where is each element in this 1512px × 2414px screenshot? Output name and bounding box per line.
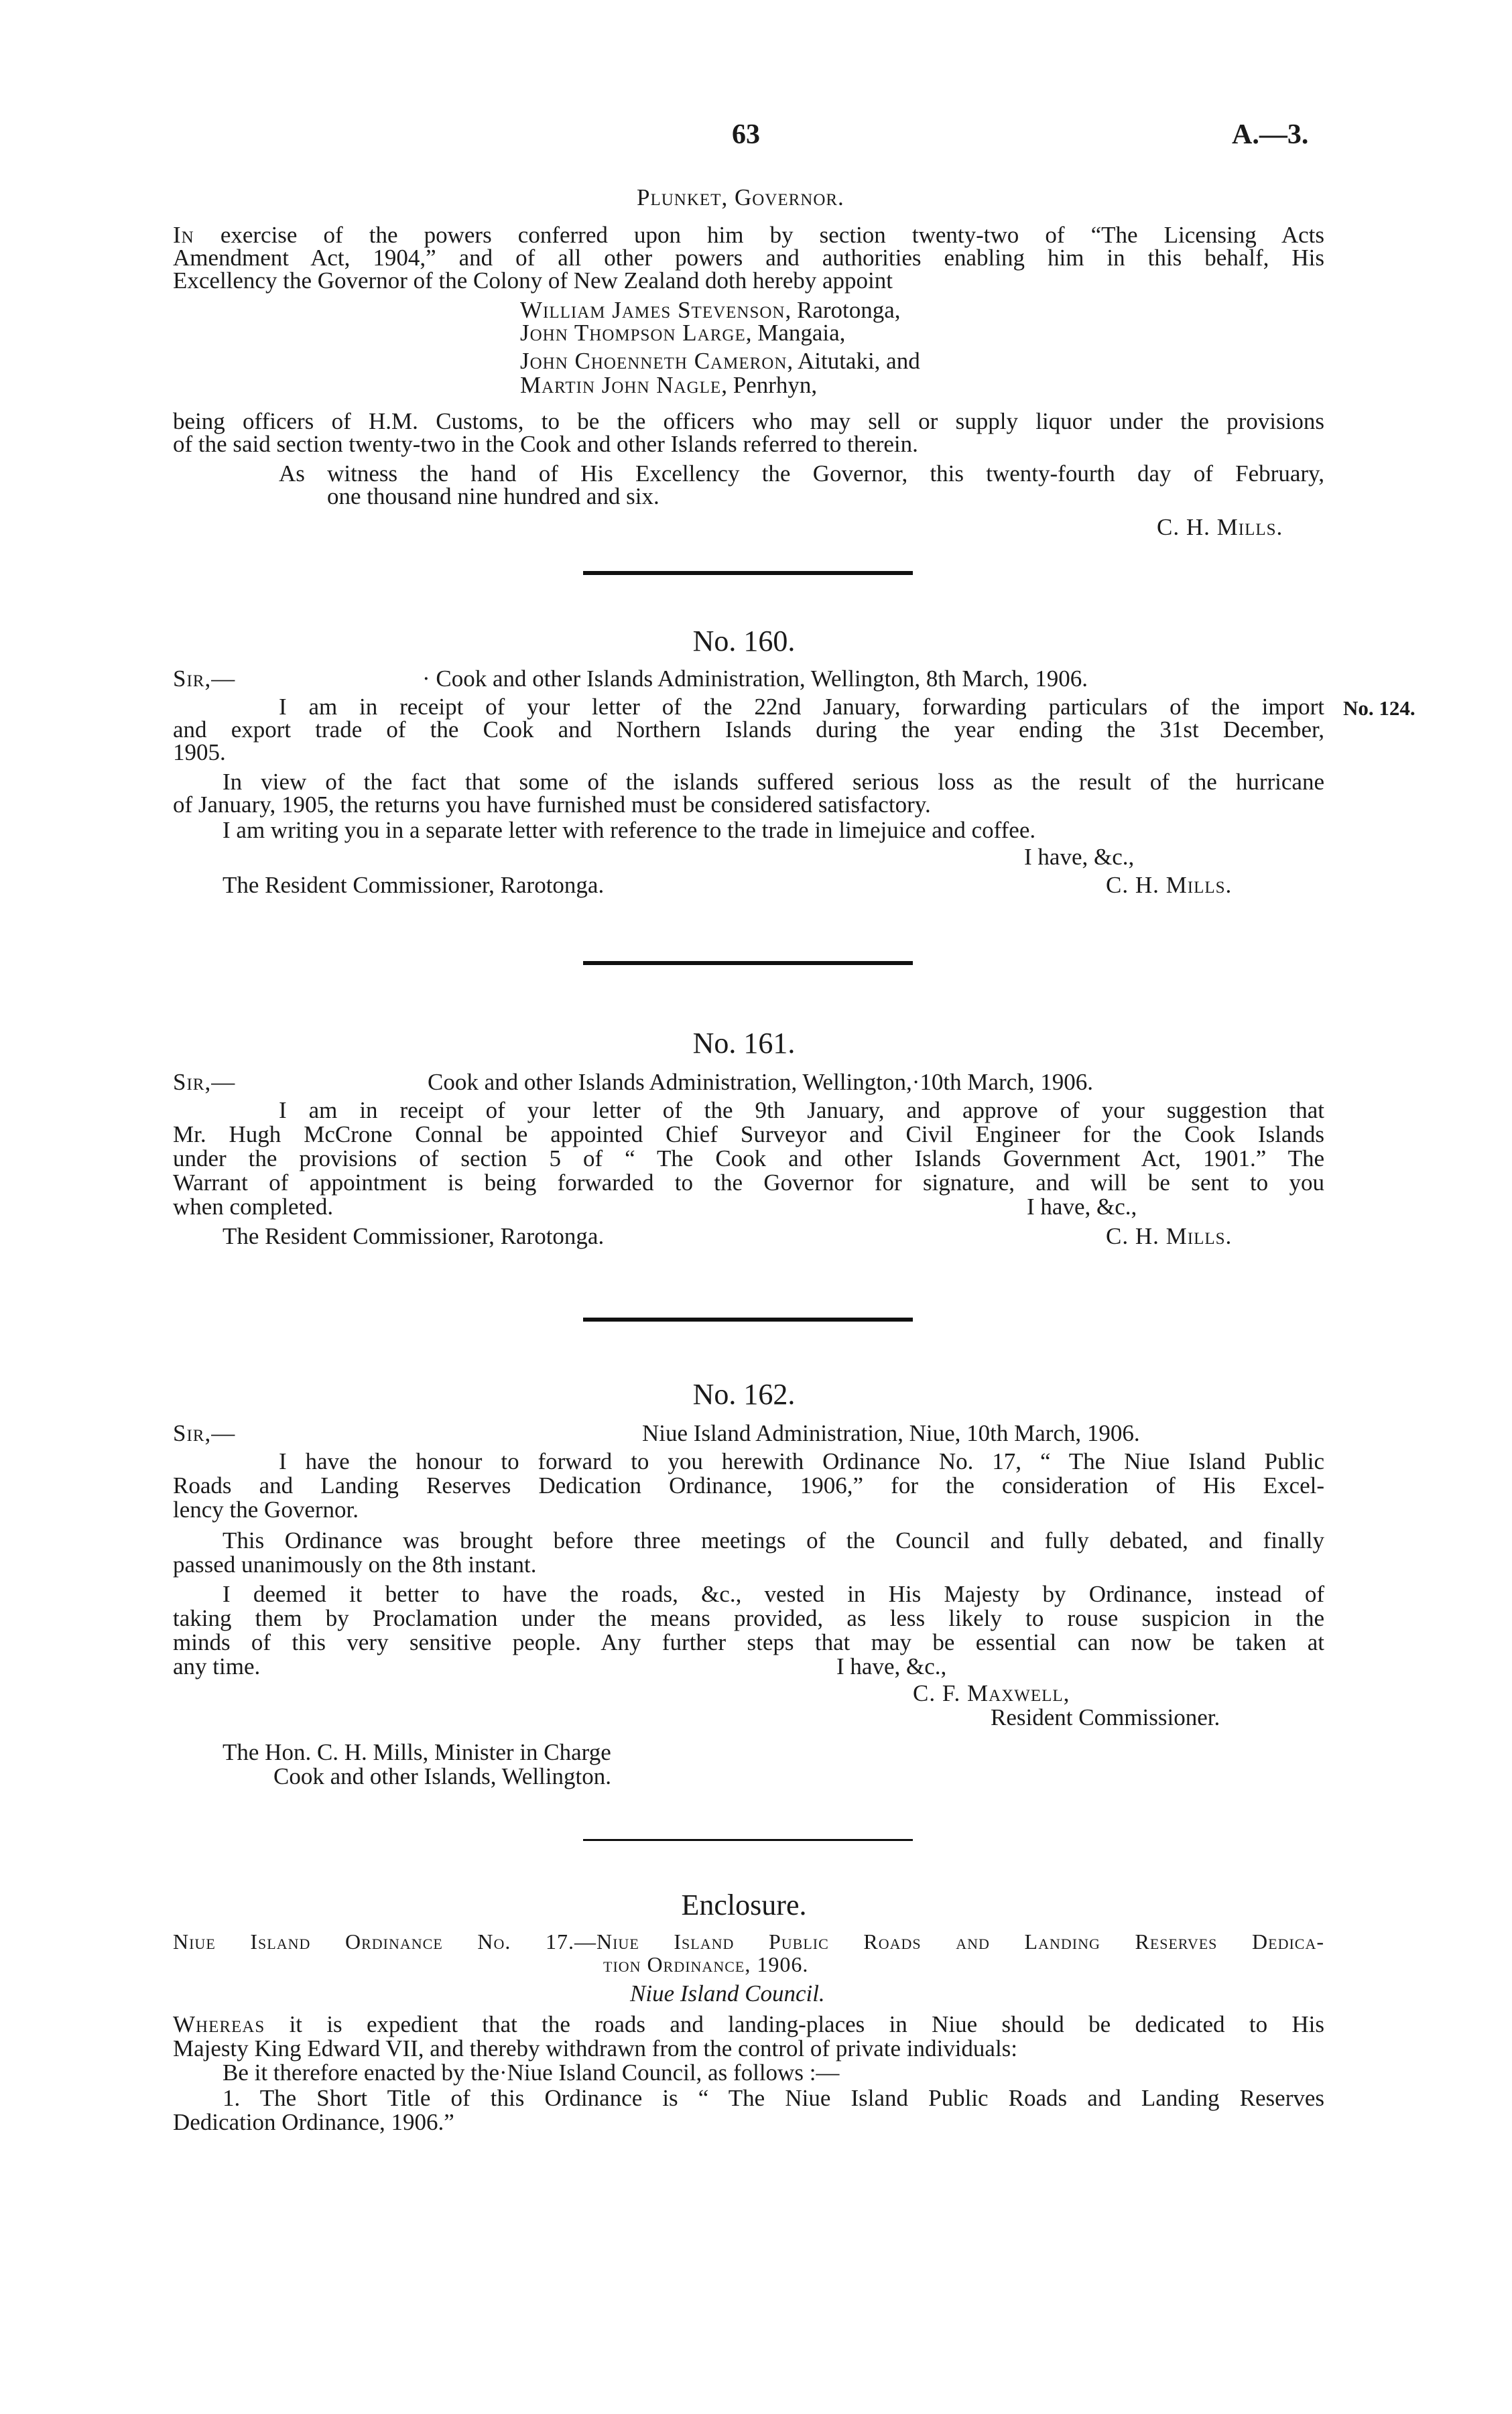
para-line-text: exercise of the powers conferred upon him by section twenty-two of “The Licensing Acts	[220, 222, 1324, 248]
governor-line: Plunket, Governor.	[637, 184, 844, 210]
enclosure-line-3: Be it therefore enacted by the·Niue Island Council, as follows :—	[223, 2059, 840, 2086]
ordinance-title-line-2: tion Ordinance, 1906.	[603, 1952, 809, 1976]
enclosure-line-2: Majesty King Edward VII, and thereby withdrawn from the control of private individuals:	[173, 2035, 1018, 2061]
letter-162-line-2: Roads and Landing Reserves Dedication Ordinance, 1906,” for the consideration of His Excel-	[173, 1472, 1324, 1499]
letter-161-recipient: The Resident Commissioner, Rarotonga.	[223, 1223, 605, 1249]
officer-name: John Choenneth Cameron	[520, 348, 788, 374]
letter-162-signature-title: Resident Commissioner.	[991, 1704, 1220, 1730]
officer-name: William James Stevenson	[520, 297, 785, 323]
letter-162-line-4: This Ordinance was brought before three meetings of the Council and fully debated, and finally	[223, 1527, 1324, 1553]
letter-161-salutation: Sir,—	[173, 1069, 236, 1095]
letter-160-line-4: In view of the fact that some of the islands suffered serious loss as the result of the hurricane	[223, 769, 1324, 795]
letter-160-line-3: 1905.	[173, 739, 226, 765]
proclamation-line-1	[173, 224, 1324, 247]
letter-162-recipient-1: The Hon. C. H. Mills, Minister in Charge	[223, 1739, 611, 1765]
page-number: 63	[732, 119, 760, 150]
letter-161-line-4: Warrant of appointment is being forwarded to the Governor for signature, and will be sent to you	[173, 1169, 1324, 1196]
letter-162-salutation: Sir,—	[173, 1420, 236, 1446]
letter-161-line-2: Mr. Hugh McCrone Connal be appointed Chief Surveyor and Civil Engineer for the Cook Islands	[173, 1121, 1324, 1147]
letter-162-line-6: I deemed it better to have the roads, &c., vested in His Majesty by Ordinance, instead of	[223, 1581, 1324, 1607]
enclosure-line-1	[173, 2013, 1324, 2036]
section-divider	[583, 1318, 913, 1322]
witness-line-2: one thousand nine hundred and six.	[327, 483, 659, 509]
officer-4	[520, 374, 817, 397]
enclosure-line-4: 1. The Short Title of this Ordinance is “ The Niue Island Public Roads and Landing Reserves	[223, 2085, 1324, 2111]
officer-place: , Aitutaki, and	[787, 348, 920, 374]
letter-161-signature: C. H. Mills.	[1106, 1223, 1233, 1249]
section-divider	[583, 961, 913, 965]
officer-1	[520, 299, 901, 322]
whereas-text: it is expedient that the roads and landing-places in Niue should be dedicated to His	[289, 2011, 1324, 2037]
letter-162-line-8: minds of this very sensitive people. Any further steps that may be essential can now be taken at	[173, 1629, 1324, 1655]
letter-162-signature-name: C. F. Maxwell,	[913, 1680, 1070, 1706]
officer-2	[520, 322, 845, 344]
witness-line-1: As witness the hand of His Excellency the Governor, this twenty-fourth day of February,	[279, 460, 1324, 487]
proclamation-line-2: Amendment Act, 1904,” and of all other powers and authorities enabling him in this behalf, His	[173, 245, 1324, 271]
letter-161-line-1: I am in receipt of your letter of the 9th January, and approve of your suggestion that	[279, 1097, 1324, 1123]
letter-162-title: No. 162.	[692, 1378, 796, 1411]
letter-160-signature: C. H. Mills.	[1106, 872, 1233, 898]
letter-160-line-5: of January, 1905, the returns you have furnished must be considered satisfactory.	[173, 791, 931, 818]
letter-161-line-3: under the provisions of section 5 of “ The Cook and other Islands Government Act, 1901.” The	[173, 1145, 1324, 1171]
para-lead-word: In	[173, 222, 194, 248]
section-divider	[583, 1839, 913, 1841]
officer-place: , Mangaia,	[745, 320, 846, 346]
council-name: Niue Island Council.	[630, 1980, 825, 2007]
letter-160-line-1: I am in receipt of your letter of the 22nd January, forwarding particulars of the import	[279, 694, 1324, 720]
letter-160-line-6: I am writing you in a separate letter with reference to the trade in limejuice and coffee.	[223, 817, 1036, 843]
letter-162-line-5: passed unanimously on the 8th instant.	[173, 1551, 537, 1578]
letter-162-dateline: Niue Island Administration, Niue, 10th March, 1906.	[642, 1420, 1140, 1446]
letter-160-side-reference: No. 124.	[1343, 696, 1415, 720]
letter-162-line-3: lency the Governor.	[173, 1497, 359, 1523]
section-divider	[583, 571, 913, 575]
enclosure-line-5: Dedication Ordinance, 1906.”	[173, 2109, 454, 2135]
letter-161-closing: I have, &c.,	[1027, 1194, 1137, 1220]
ordinance-title-line-1: Niue Island Ordinance No. 17.—Niue Island Public Roads and Landing Reserves Dedica-	[173, 1929, 1324, 1954]
letter-160-salutation: Sir,—	[173, 665, 236, 692]
letter-161-line-5: when completed.	[173, 1194, 334, 1220]
document-reference: A.—3.	[1232, 119, 1309, 150]
officer-place: , Penrhyn,	[721, 372, 818, 398]
letter-161-title: No. 161.	[692, 1027, 796, 1060]
officer-place: , Rarotonga,	[785, 297, 901, 323]
officer-name: Martin John Nagle	[520, 372, 722, 398]
letter-162-line-9: any time.	[173, 1653, 261, 1679]
proclamation-after-2: of the said section twenty-two in the Cook and other Islands referred to therein.	[173, 431, 918, 457]
proclamation-after-1: being officers of H.M. Customs, to be the officers who may sell or supply liquor under the provisions	[173, 408, 1324, 434]
whereas-lead: Whereas	[173, 2011, 265, 2037]
officer-3	[520, 350, 920, 373]
letter-160-recipient: The Resident Commissioner, Rarotonga.	[223, 872, 605, 898]
letter-160-dateline: · Cook and other Islands Administration, Wellington, 8th March, 1906.	[422, 665, 1088, 692]
officer-name: John Thompson Large	[520, 320, 746, 346]
letter-160-closing: I have, &c.,	[1024, 844, 1135, 870]
enclosure-title: Enclosure.	[681, 1889, 807, 1921]
letter-162-closing: I have, &c.,	[836, 1653, 947, 1679]
proclamation-signature: C. H. Mills.	[1157, 514, 1283, 540]
letter-162-line-1: I have the honour to forward to you herewith Ordinance No. 17, “ The Niue Island Public	[279, 1448, 1324, 1474]
letter-162-recipient-2: Cook and other Islands, Wellington.	[273, 1763, 611, 1789]
letter-162-line-7: taking them by Proclamation under the means provided, as less likely to rouse suspicion in the	[173, 1605, 1324, 1631]
letter-160-line-2: and export trade of the Cook and Northern Islands during the year ending the 31st December,	[173, 716, 1324, 743]
letter-161-dateline: Cook and other Islands Administration, Wellington,·10th March, 1906.	[428, 1069, 1093, 1095]
proclamation-line-3: Excellency the Governor of the Colony of New Zealand doth hereby appoint	[173, 267, 893, 294]
letter-160-title: No. 160.	[692, 625, 796, 657]
